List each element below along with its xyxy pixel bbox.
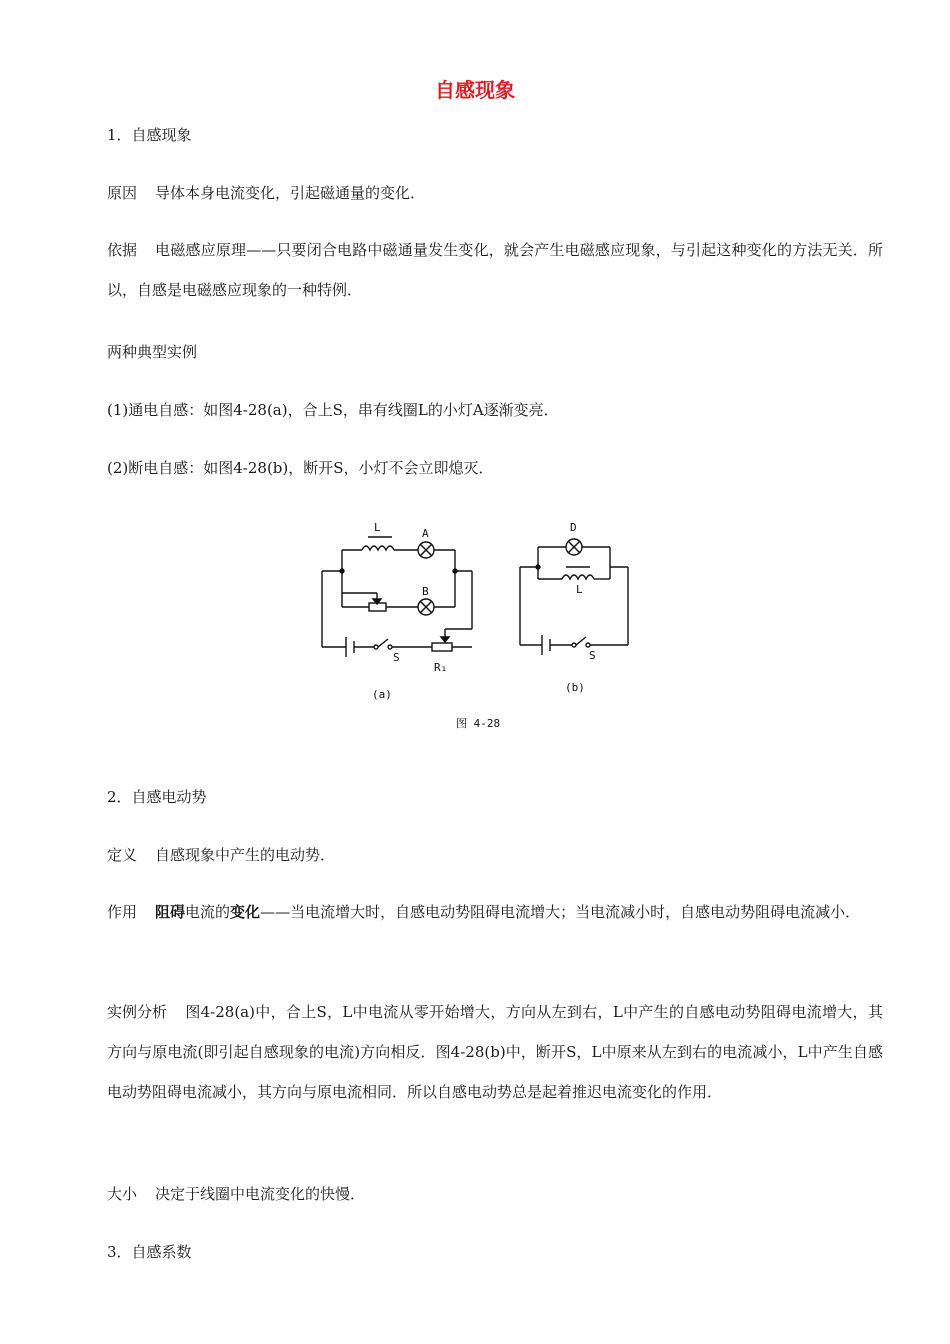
circuit-diagram: [310, 515, 650, 745]
size-text: 决定于线圈中电流变化的快慢．: [155, 1185, 366, 1203]
cause-text: 导体本身电流变化，引起磁通量的变化．: [155, 184, 426, 202]
label-l-b: L: [576, 583, 583, 596]
section3-heading: 3．自感系数: [107, 1243, 192, 1261]
size-line: [107, 1184, 365, 1204]
analysis-paragraph: [107, 992, 883, 1112]
section1-heading: 1．自感现象: [107, 126, 192, 144]
circuit-b: [520, 539, 628, 655]
label-fig-b: (b): [565, 681, 585, 694]
effect-mid: 电流的: [185, 903, 231, 921]
switch-s-b-symbol: [576, 637, 586, 645]
effect-label: 作用: [107, 903, 138, 921]
analysis-text: 图4-28(a)中，合上S，L中电流从零开始增大，方向从左到右，L中产生的自感电动势阻碍电流增大，其方向与原电流(即引起自感现象的电流)方向相反．图4-28(b)中，断开S，L中原来从左到右的电流减小，L中产生自感电动势阻碍电流减小，其方向与原电流相同．所以自感电动势总是起着推迟电流变化的作用．: [107, 1003, 883, 1101]
analysis-label: 实例分析: [107, 1003, 168, 1021]
basis-paragraph: [107, 230, 883, 310]
page-title: 自感现象: [435, 78, 515, 102]
definition-label: 定义: [107, 846, 138, 864]
effect-paragraph: [107, 892, 883, 932]
label-l-a: L: [374, 521, 381, 534]
definition-text: 自感现象中产生的电动势．: [155, 846, 336, 864]
effect-text: ——当电流增大时，自感电动势阻碍电流增大；当电流减小时，自感电动势阻碍电流减小．: [260, 903, 861, 921]
basis-text: 电磁感应原理——只要闭合电路中磁通量发生变化，就会产生电磁感应现象，与引起这种变化的方法无关．所以，自感是电磁感应现象的一种特例．: [107, 241, 883, 299]
definition-line: [107, 845, 335, 865]
cause-label: 原因: [107, 184, 138, 202]
coil-l-symbol: [362, 546, 394, 550]
circuit-a: [322, 537, 472, 657]
basis-label: 依据: [107, 241, 138, 259]
section2-heading: 2．自感电动势: [107, 788, 207, 806]
coil-l-b-symbol: [562, 575, 594, 579]
switch-s-symbol: [378, 639, 388, 647]
label-fig-a: (a): [372, 688, 392, 701]
label-switch-a: S: [393, 651, 400, 664]
circuit-figure: [310, 515, 650, 745]
size-label: 大小: [107, 1185, 138, 1203]
example-1: (1)通电自感：如图4-28(a)，合上S，串有线圈L的小灯A逐渐变亮．: [107, 401, 559, 419]
effect-bold-change: 变化: [230, 903, 261, 921]
label-lamp-a: A: [422, 527, 429, 540]
label-lamp-d: D: [570, 521, 577, 534]
effect-bold-hinder: 阻碍: [155, 903, 186, 921]
label-r1: R₁: [434, 661, 448, 674]
examples-heading: 两种典型实例: [107, 343, 198, 361]
example-2: (2)断电自感：如图4-28(b)，断开S，小灯不会立即熄灭．: [107, 459, 494, 477]
cause-line: [107, 183, 425, 203]
r1-symbol: [432, 643, 452, 651]
label-switch-b: S: [589, 649, 596, 662]
figure-caption: 图 4-28: [456, 717, 501, 730]
label-lamp-b: B: [422, 585, 429, 598]
